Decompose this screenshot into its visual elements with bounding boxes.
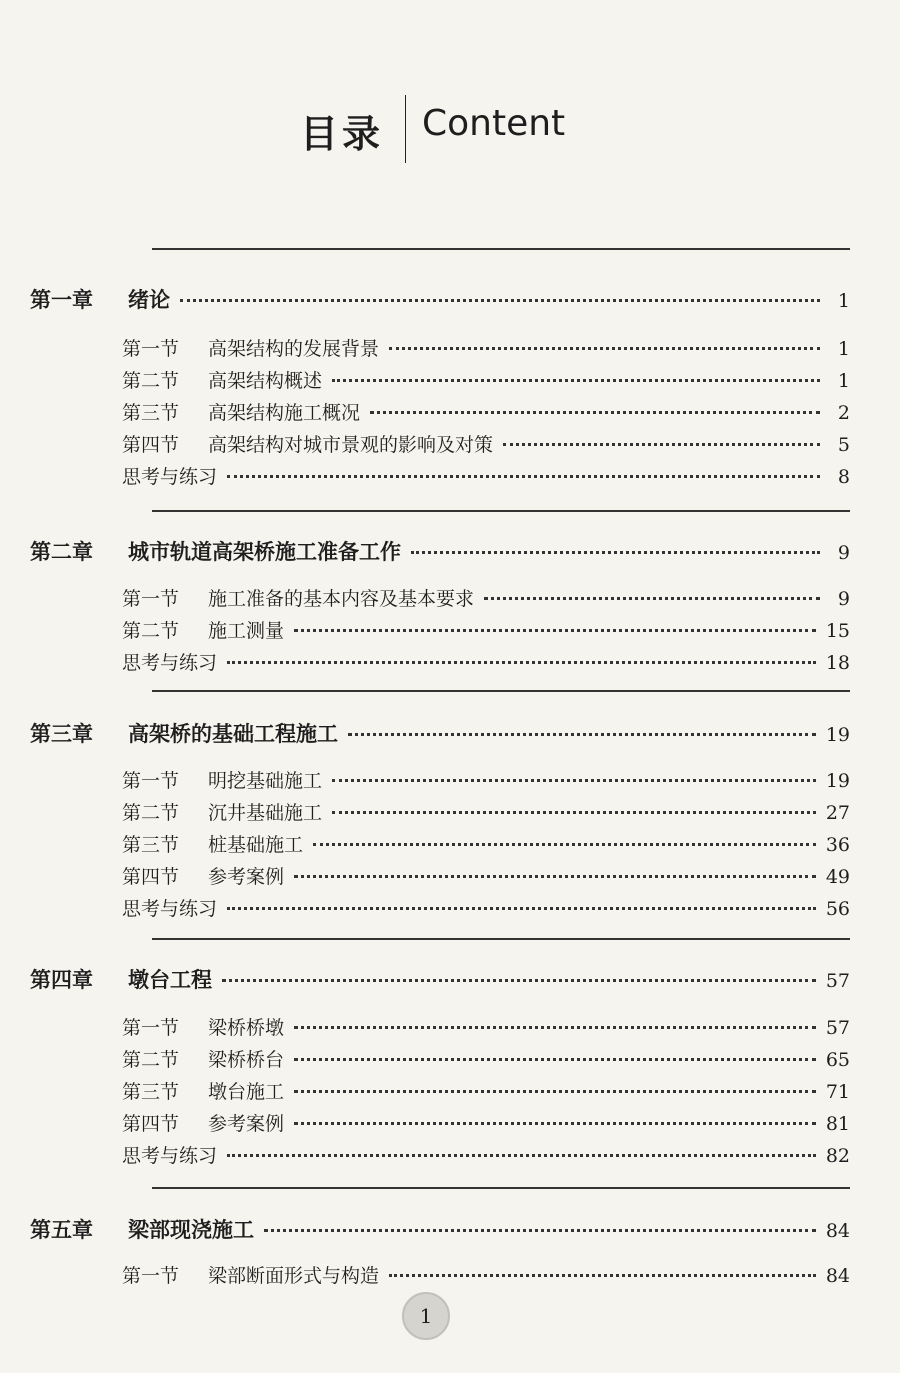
page-number: 19 (825, 770, 850, 792)
toc-section-entry[interactable] (122, 1045, 850, 1077)
title-divider (405, 95, 406, 163)
toc-section-entry[interactable] (122, 366, 850, 398)
page-number: 71 (825, 1081, 850, 1103)
section-title: 沉井基础施工 (208, 802, 323, 824)
section-number: 第四节 (122, 1113, 180, 1135)
section-title: 思考与练习 (122, 1145, 218, 1167)
section-title: 施工准备的基本内容及基本要求 (208, 588, 475, 610)
toc-section-entry[interactable] (122, 894, 850, 926)
toc-chapter-entry[interactable] (30, 284, 850, 316)
page-number: 84 (825, 1265, 850, 1287)
dot-leader (332, 779, 816, 782)
chapter-divider (152, 1187, 850, 1189)
page-number: 1 (837, 370, 850, 392)
page-number: 5 (837, 434, 850, 456)
toc-section-entry[interactable] (122, 1141, 850, 1173)
section-number: 第一节 (122, 338, 180, 360)
chapter-title: 梁部现浇施工 (128, 1217, 254, 1242)
page-number: 1 (837, 290, 850, 312)
dot-leader (332, 379, 820, 382)
toc-chapter-entry[interactable] (30, 1214, 850, 1246)
page-number: 2 (837, 402, 850, 424)
toc-section-entry[interactable] (122, 430, 850, 462)
dot-leader (370, 411, 820, 414)
dot-leader (180, 299, 820, 302)
section-number: 第一节 (122, 1265, 180, 1287)
section-title: 参考案例 (208, 1113, 285, 1135)
dot-leader (227, 907, 816, 910)
footer-page-number: 1 (419, 1304, 433, 1328)
toc-header (0, 95, 900, 175)
page-number: 82 (825, 1145, 850, 1167)
page-number: 57 (825, 1017, 850, 1039)
section-title: 梁桥桥墩 (208, 1017, 285, 1039)
page-title-en: Content (422, 103, 566, 144)
section-number: 第一节 (122, 588, 180, 610)
page-number: 36 (825, 834, 850, 856)
chapter-divider (152, 938, 850, 940)
page-number: 9 (837, 542, 850, 564)
chapter-number: 第一章 (30, 287, 93, 312)
section-title: 桩基础施工 (208, 834, 304, 856)
page-number: 18 (825, 652, 850, 674)
dot-leader (294, 1090, 816, 1093)
page-number: 27 (825, 802, 850, 824)
chapter-title: 绪论 (128, 287, 170, 312)
section-number: 第三节 (122, 402, 180, 424)
page-number: 49 (825, 866, 850, 888)
page-number: 57 (825, 970, 850, 992)
chapter-number: 第四章 (30, 967, 93, 992)
dot-leader (294, 1122, 816, 1125)
section-title: 梁部断面形式与构造 (208, 1265, 380, 1287)
toc-section-entry[interactable] (122, 616, 850, 648)
dot-leader (389, 1274, 816, 1277)
section-title: 思考与练习 (122, 652, 218, 674)
dot-leader (389, 347, 820, 350)
page-number: 8 (837, 466, 850, 488)
page-number: 19 (825, 724, 850, 746)
dot-leader (227, 1154, 816, 1157)
section-title: 高架结构施工概况 (208, 402, 361, 424)
section-number: 第一节 (122, 1017, 180, 1039)
toc-section-entry[interactable] (122, 398, 850, 430)
dot-leader (313, 843, 816, 846)
page-number: 9 (837, 588, 850, 610)
section-number: 第三节 (122, 834, 180, 856)
section-title: 思考与练习 (122, 898, 218, 920)
dot-leader (294, 1026, 816, 1029)
chapter-title: 墩台工程 (128, 967, 212, 992)
chapter-title: 高架桥的基础工程施工 (128, 721, 338, 746)
dot-leader (332, 811, 816, 814)
section-number: 第四节 (122, 434, 180, 456)
dot-leader (227, 661, 816, 664)
dot-leader (348, 733, 816, 736)
toc-section-entry[interactable] (122, 1261, 850, 1293)
section-title: 墩台施工 (208, 1081, 285, 1103)
dot-leader (222, 979, 816, 982)
page-number: 15 (825, 620, 850, 642)
section-number: 第一节 (122, 770, 180, 792)
toc-section-entry[interactable] (122, 462, 850, 494)
toc-section-entry[interactable] (122, 862, 850, 894)
dot-leader (484, 597, 820, 600)
section-number: 第二节 (122, 802, 180, 824)
dot-leader (227, 475, 820, 478)
chapter-number: 第三章 (30, 721, 93, 746)
section-number: 第二节 (122, 370, 180, 392)
chapter-title: 城市轨道高架桥施工准备工作 (128, 539, 401, 564)
section-title: 高架结构概述 (208, 370, 323, 392)
section-number: 第二节 (122, 620, 180, 642)
toc-section-entry[interactable] (122, 830, 850, 862)
dot-leader (294, 875, 816, 878)
page-number: 56 (825, 898, 850, 920)
toc-section-entry[interactable] (122, 334, 850, 366)
toc-chapter-entry[interactable] (30, 718, 850, 750)
section-number: 第二节 (122, 1049, 180, 1071)
section-number: 第三节 (122, 1081, 180, 1103)
section-title: 高架结构对城市景观的影响及对策 (208, 434, 494, 456)
dot-leader (503, 443, 820, 446)
dot-leader (411, 551, 820, 554)
page-number: 1 (837, 338, 850, 360)
toc-chapter-entry[interactable] (30, 536, 850, 568)
chapter-divider (152, 510, 850, 512)
section-title: 梁桥桥台 (208, 1049, 285, 1071)
toc-section-entry[interactable] (122, 1013, 850, 1045)
toc-section-entry[interactable] (122, 648, 850, 680)
section-number: 第四节 (122, 866, 180, 888)
page-number-badge (402, 1292, 450, 1340)
chapter-number: 第二章 (30, 539, 93, 564)
dot-leader (294, 1058, 816, 1061)
toc-section-entry[interactable] (122, 584, 850, 616)
dot-leader (264, 1229, 816, 1232)
chapter-divider (152, 248, 850, 250)
page-number: 84 (825, 1220, 850, 1242)
page-number: 65 (825, 1049, 850, 1071)
toc-section-entry[interactable] (122, 798, 850, 830)
chapter-divider (152, 690, 850, 692)
section-title: 施工测量 (208, 620, 285, 642)
section-title: 思考与练习 (122, 466, 218, 488)
page-title-cn: 目录 (300, 112, 385, 156)
toc-chapter-entry[interactable] (30, 964, 850, 996)
page-number: 81 (825, 1113, 850, 1135)
section-title: 参考案例 (208, 866, 285, 888)
chapter-number: 第五章 (30, 1217, 93, 1242)
toc-section-entry[interactable] (122, 1077, 850, 1109)
section-title: 高架结构的发展背景 (208, 338, 380, 360)
section-title: 明挖基础施工 (208, 770, 323, 792)
toc-section-entry[interactable] (122, 766, 850, 798)
toc-section-entry[interactable] (122, 1109, 850, 1141)
dot-leader (294, 629, 816, 632)
